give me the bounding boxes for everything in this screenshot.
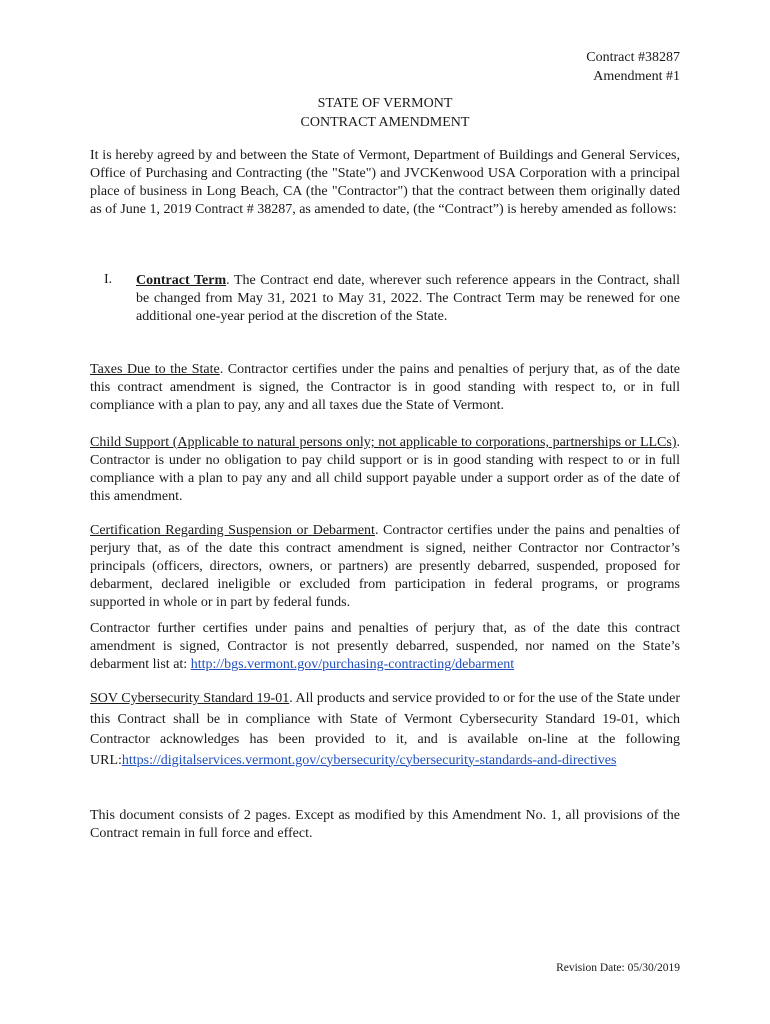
section-1-text: . The Contract end date, wherever such reference appears in the Contract, shall be changed from May 31, 2021 to May 31, 2022. The Contract Term may be renewed for one additional one-year period at the discretion of the State. — [136, 273, 680, 324]
taxes-paragraph — [90, 361, 680, 415]
revision-date: Revision Date: 05/30/2019 — [556, 962, 680, 974]
section-1-number: I. — [104, 272, 113, 287]
contract-number: Contract #38287 — [586, 50, 680, 65]
cybersecurity-text: . All products and service provided to or for the use of the State under this Contract shall be in compliance with State of Vermont Cybersecurity Standard 19-01, which Contractor acknowledges has been provided to it, and is available on-line at the following URL: — [90, 691, 681, 768]
cybersecurity-standards-link[interactable]: https://digitalservices.vermont.gov/cybersecurity/cybersecurity-standards-and-directives — [121, 752, 617, 768]
title-line-1: STATE OF VERMONT — [317, 96, 453, 111]
document-title — [0, 94, 770, 132]
taxes-text: . Contractor certifies under the pains and penalties of perjury that, as of the date this contract amendment is signed, the Contractor is in good standing with respect to, or in full compliance with a plan to pay, any and all taxes due the State of Vermont. — [90, 362, 680, 413]
closing-paragraph: This document consists of 2 pages. Except as modified by this Amendment No. 1, all provisions of the Contract remain in full force and effect. — [90, 808, 680, 841]
child-support-paragraph — [90, 434, 680, 506]
debarment-list-link[interactable]: http://bgs.vermont.gov/purchasing-contracting/debarment — [190, 657, 515, 672]
section-1-heading: Contract Term — [136, 273, 227, 288]
child-support-text: . Contractor is under no obligation to pay child support or is in good standing with respect to or in full compliance with a plan to pay any and all child support payable under a support order as of the date of this amendment. — [90, 435, 680, 504]
further-text: Contractor further certifies under pains and penalties of perjury that, as of the date this contract amendment is signed, Contractor is not presently debarred, suspended, nor named on the State’s debarment list at: — [90, 621, 680, 672]
amendment-number: Amendment #1 — [593, 69, 680, 84]
child-support-heading: Child Support (Applicable to natural persons only; not applicable to corporations, partnerships or LLCs) — [90, 435, 677, 450]
debarment-heading: Certification Regarding Suspension or Debarment — [90, 523, 375, 538]
cybersecurity-heading: SOV Cybersecurity Standard 19-01 — [90, 691, 290, 706]
intro-paragraph: It is hereby agreed by and between the State of Vermont, Department of Buildings and General Services, Office of Purchasing and Contracting (the "State") and JVCKenwood USA Corporation with a principal place of business in Long Beach, CA (the "Contractor") that the contract between them originally dated as of June 1, 2019 Contract # 38287, as amended to date, (the “Contract”) is hereby amended as follows: — [90, 148, 680, 217]
section-1-contract-term — [136, 272, 680, 326]
further-certification-paragraph — [90, 620, 680, 674]
cybersecurity-paragraph — [90, 689, 680, 771]
debarment-text: . Contractor certifies under the pains and penalties of perjury that, as of the date this contract amendment is signed, neither Contractor nor Contractor’s principals (officers, directors, owners, or partners) are presently debarred, suspended, proposed for debarment, declared ineligible or excluded from participation in federal programs, or programs supported in whole or in part by federal funds. — [90, 523, 680, 610]
taxes-heading: Taxes Due to the State — [90, 362, 220, 377]
debarment-paragraph — [90, 522, 680, 612]
title-line-2: CONTRACT AMENDMENT — [300, 115, 470, 130]
contract-header — [586, 48, 680, 86]
